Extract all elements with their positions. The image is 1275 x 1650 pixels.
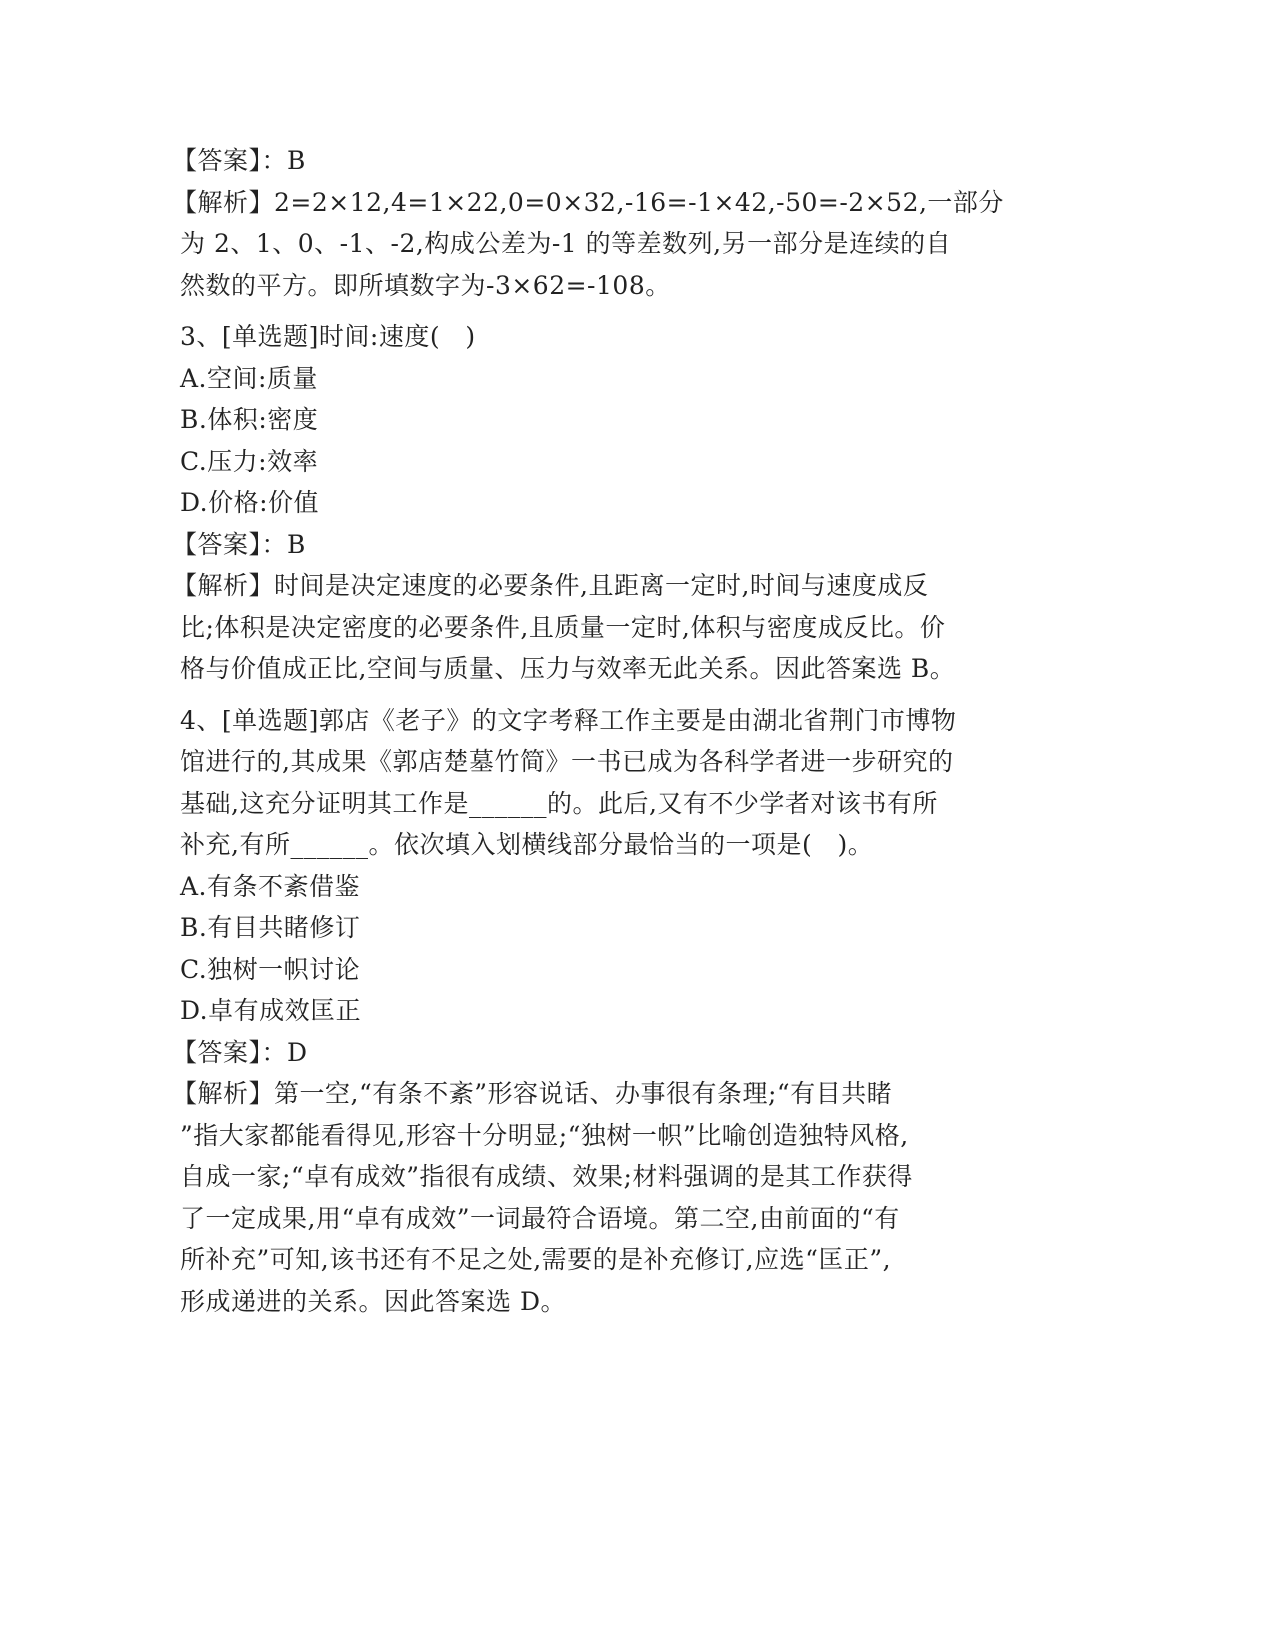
prev-analysis-line: 然数的平方。即所填数字为-3×62=-108。 (180, 270, 671, 300)
q4-analysis-line: 了一定成果,用“卓有成效”一词最符合语境。第二空,由前面的“有 (180, 1203, 900, 1233)
document-content (172, 140, 1050, 1322)
q3-analysis-line: 比;体积是决定密度的必要条件,且质量一定时,体积与密度成反比。价 (180, 612, 946, 642)
prev-analysis-line: 为 2、1、0、-1、-2,构成公差为-1 的等差数列,另一部分是连续的自 (180, 229, 952, 258)
question-3 (172, 316, 1050, 690)
q4-analysis-line: 【解析】第一空,“有条不紊”形容说话、办事很有条理;“有目共睹 (172, 1079, 893, 1108)
q4-analysis-line: 自成一家;“卓有成效”指很有成绩、效果;材料强调的是其工作获得 (180, 1162, 913, 1191)
q3-option-c: C.压力:效率 (180, 446, 319, 476)
prev-answer: 【答案】：B (172, 146, 306, 175)
q4-option-b: B.有目共睹修订 (180, 913, 361, 942)
q4-option-a: A.有条不紊借鉴 (180, 871, 361, 901)
q4-stem-line: 馆进行的,其成果《郭店楚墓竹简》一书已成为各科学者进一步研究的 (180, 747, 954, 776)
q3-analysis-line: 格与价值成正比,空间与质量、压力与效率无此关系。因此答案选 B。 (180, 654, 956, 683)
prev-analysis-line: 【解析】2=2×12,4=1×22,0=0×32,-16=-1×42,-50=-2×52,一部分 (172, 187, 1004, 217)
q3-option-b: B.体积:密度 (180, 405, 319, 434)
q3-answer: 【答案】：B (172, 529, 306, 559)
q4-option-c: C.独树一帜讨论 (180, 954, 361, 984)
prev-answer-block (172, 140, 1050, 306)
q4-analysis-line: 所补充”可知,该书还有不足之处,需要的是补充修订,应选“匡正”, (180, 1245, 892, 1274)
q4-analysis-line: ”指大家都能看得见,形容十分明显;“独树一帜”比喻创造独特风格, (180, 1120, 909, 1150)
q4-stem-line: 基础,这充分证明其工作是______的。此后,又有不少学者对该书有所 (180, 788, 938, 818)
q3-option-a: A.空间:质量 (180, 363, 318, 393)
question-4 (172, 700, 1050, 1323)
q3-option-d: D.价格:价值 (180, 488, 320, 517)
q4-stem-line: 4、[单选题]郭店《老子》的文字考释工作主要是由湖北省荆门市博物 (180, 705, 957, 735)
q4-answer: 【答案】：D (172, 1037, 308, 1067)
q3-analysis-line: 【解析】时间是决定速度的必要条件,且距离一定时,时间与速度成反 (172, 571, 929, 600)
q3-stem: 3、[单选题]时间:速度( ) (180, 322, 476, 351)
q4-analysis-line: 形成递进的关系。因此答案选 D。 (180, 1286, 566, 1316)
q4-option-d: D.卓有成效匡正 (180, 996, 362, 1025)
q4-stem-line: 补充,有所______。依次填入划横线部分最恰当的一项是( )。 (180, 830, 874, 859)
